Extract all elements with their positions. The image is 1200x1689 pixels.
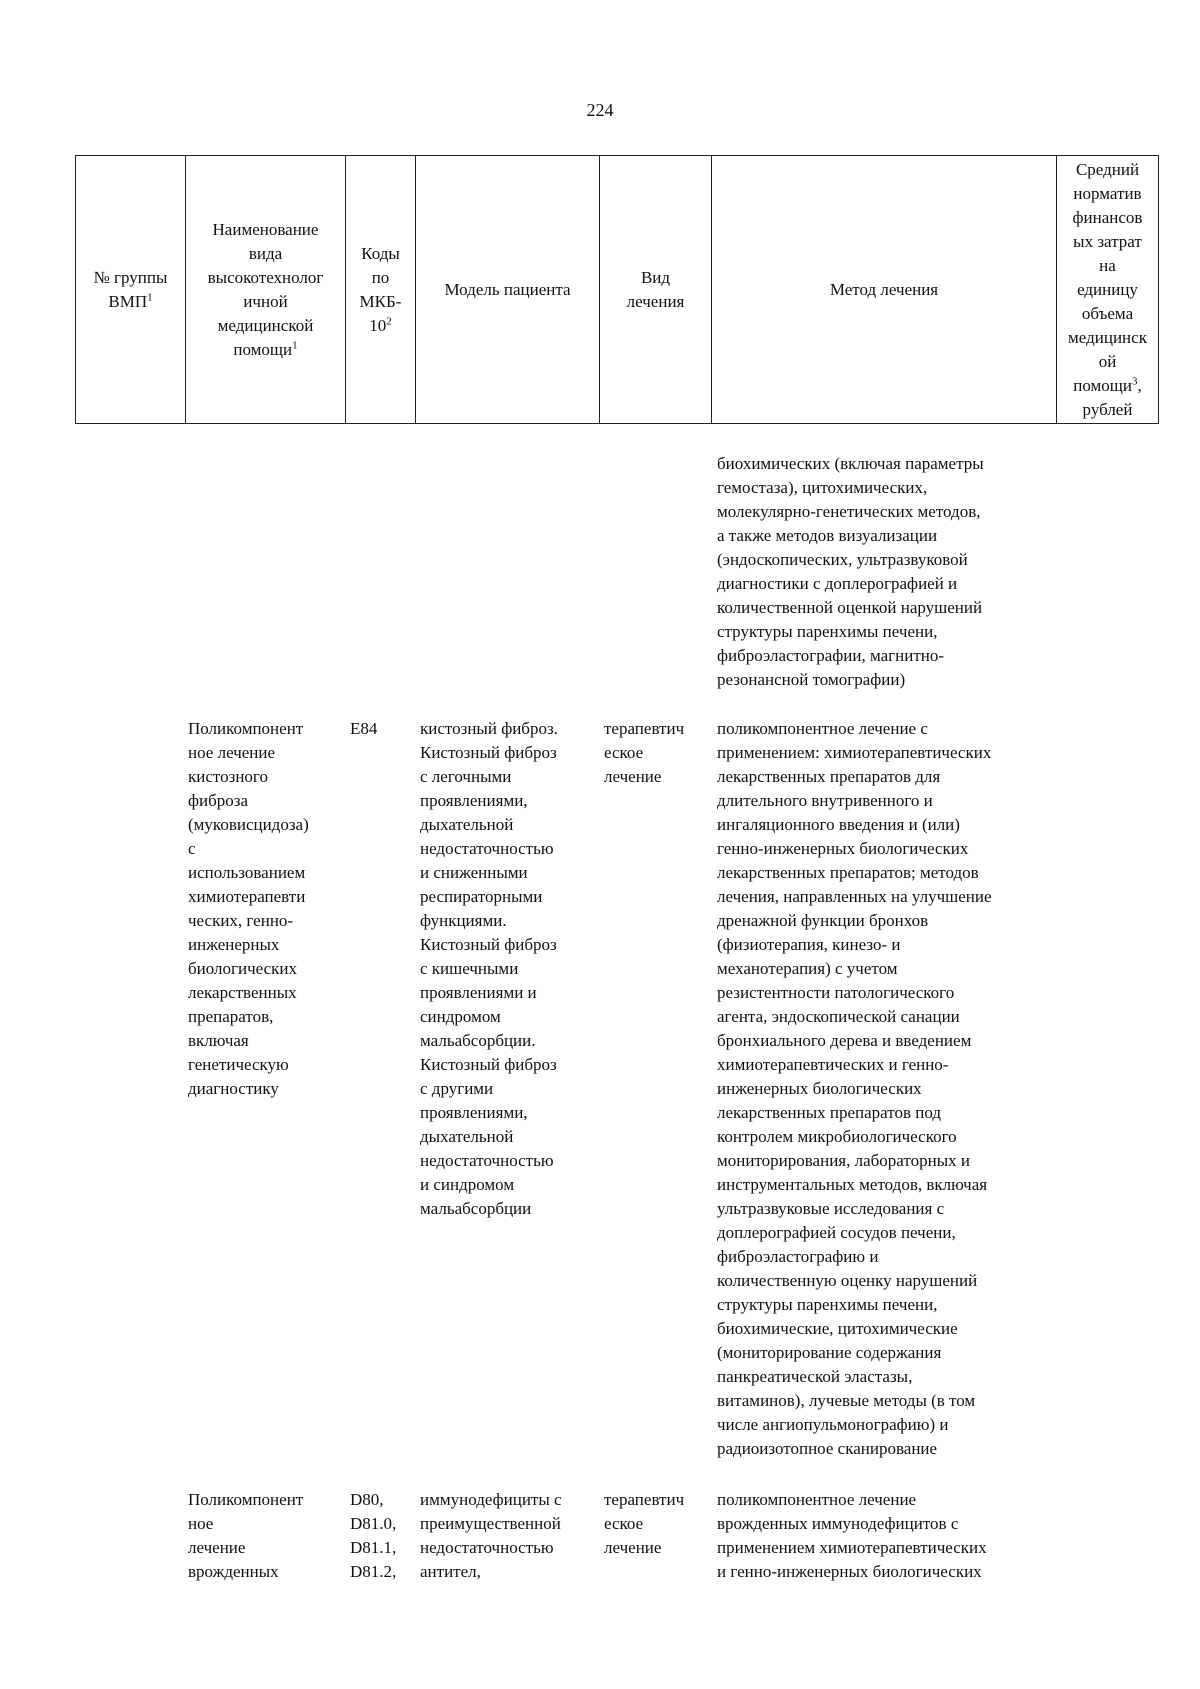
header-average-cost: Средний норматив финансов ых затрат на единицу объема медицинск ой помощи$^3$, рублей [1057,156,1159,424]
header-treatment-type: Вид лечения [600,156,712,424]
treatment-type: терапевтич еское лечение [604,719,685,786]
patient-model: кистозный фиброз. Кистозный фиброз с легочными проявлениями, дыхательной недостаточностью и сниженными респираторными функциями. Кистозный фиброз с кишечными проявлениями и синдромом мальабсорбции. Кистозный фиброз с другими проявлениями, дыхательной недостаточностью и синдромом мальабсорбции [420,719,558,1218]
treatment-type: терапевтич еское лечение [604,1490,685,1557]
header-treatment-method: Метод лечения [712,156,1057,424]
icd-codes: D80, D81.0, D81.1, D81.2, [350,1490,397,1581]
table-header [75,155,1159,424]
icd-codes: E84 [350,719,378,738]
patient-model: иммунодефициты с преимущественной недостаточностью антител, [420,1490,562,1581]
header-group-number: № группы ВМП$^1$ [76,156,186,424]
care-type-name: Поликомпонент ное лечение кистозного фиброза (муковисцидоза) с использованием химиотерапевти ческих, генно- инженерных биологических лекарственных препаратов, включая генетическую диагностику [188,719,309,1098]
treatment-method: поликомпонентное лечение с применением: химиотерапевтических лекарственных препаратов для длительного внутривенного и ингаляционного введения и (или) генно-инженерных биологических лекарственных препаратов; методов лечения, направленных на улучшение дренажной функции бронхов (физиотерапия, кинезо- и механотерапия) с учетом резистентности патологического агента, эндоскопической санации бронхиального дерева и введением химиотерапевтических и генно- инженерных биологических лекарственных препаратов под контролем микробиологического мониторирования, лабораторных и инструментальных методов, включая ультразвуковые исследования с доплерографией сосудов печени, фиброэластографию и количественную оценку нарушений структуры паренхимы печени, биохимические, цитохимические (мониторирование содержания панкреатической эластазы, витаминов), лучевые методы (в том числе ангиопульмонографию) и радиоизотопное сканирование [717,719,992,1458]
header-patient-model: Модель пациента [416,156,600,424]
page-number: 224 [586,100,614,120]
header-icd-codes: Коды по МКБ- $10^2$ [346,156,416,424]
care-type-name: Поликомпонент ное лечение врожденных [188,1490,304,1581]
continuation-method-text: биохимических (включая параметры гемостаза), цитохимических, молекулярно-генетических методов, а также методов визуализации (эндоскопических, ультразвуковой диагностики с доплерографией и количественной оценкой нарушений структуры паренхимы печени, фиброэластографии, магнитно- резонансной томографии) [717,454,984,689]
header-care-type-name: Наименование вида высокотехнолог ичной медицинской помощи$^1$ [186,156,346,424]
treatment-method: поликомпонентное лечение врожденных иммунодефицитов с применением химиотерапевтических и генно-инженерных биологических [717,1490,987,1581]
